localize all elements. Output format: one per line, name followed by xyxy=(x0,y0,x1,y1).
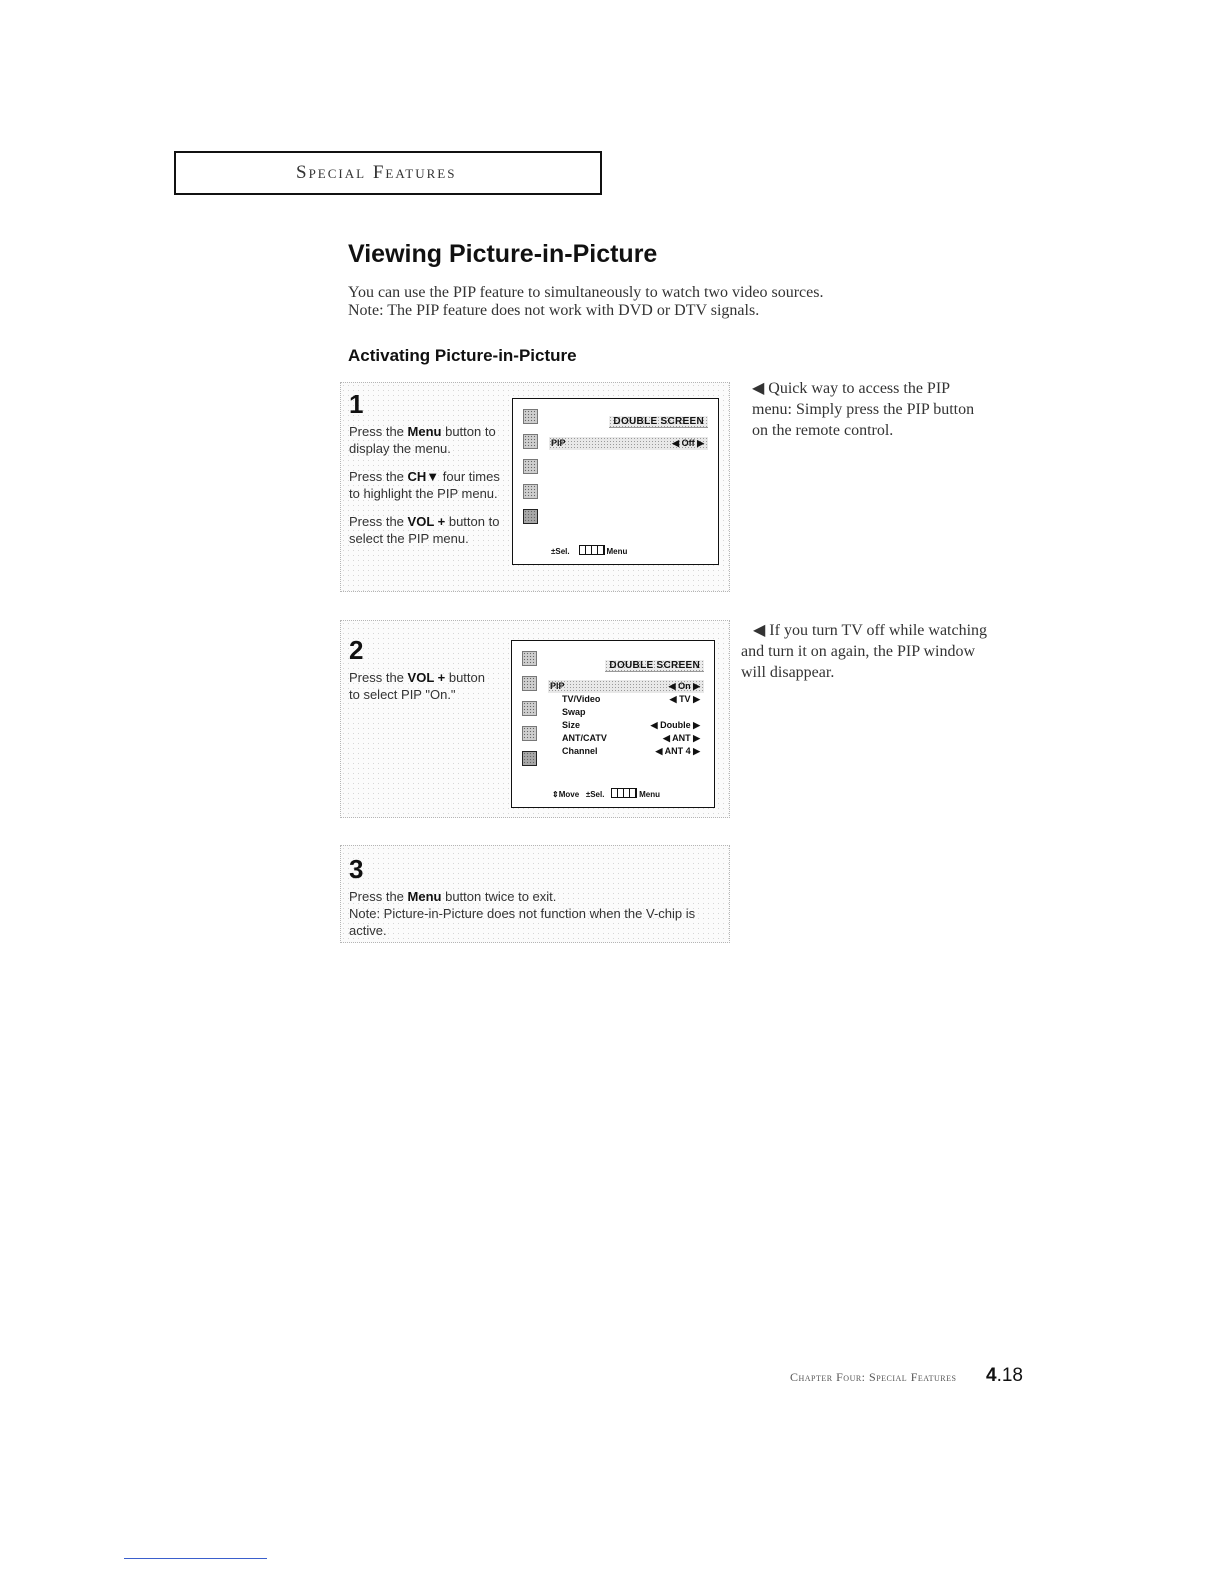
step-1-instruction-2: Press the CH▼ four times to highlight the PIP menu. xyxy=(349,469,500,501)
osd-row-value: ◀ TV ▶ xyxy=(669,694,700,704)
sound-icon xyxy=(522,676,537,691)
osd-row xyxy=(548,719,704,732)
step-2-note xyxy=(741,620,987,683)
osd-footer-move: ⇕Move xyxy=(552,790,580,799)
osd-row-label: Channel xyxy=(562,746,598,756)
sound-icon xyxy=(523,434,538,449)
osd-row-label: Swap xyxy=(562,707,586,717)
osd-row-label: TV/Video xyxy=(562,694,601,704)
intro-note: Note: The PIP feature does not work with DVD or DTV signals. xyxy=(348,302,760,319)
osd-row xyxy=(548,693,704,706)
sub-heading: Activating Picture-in-Picture xyxy=(348,346,577,365)
osd-menu-icons xyxy=(522,651,540,776)
page-number: 4.18 xyxy=(986,1365,1023,1386)
footnote-rule xyxy=(124,1558,267,1559)
intro-text xyxy=(348,284,968,320)
osd-footer-menu: Menu xyxy=(639,790,661,799)
step-2-text xyxy=(349,669,485,703)
osd-menu-icons xyxy=(523,409,541,534)
section-header xyxy=(174,151,602,195)
step-1-number: 1 xyxy=(349,389,364,419)
osd-title: DOUBLE SCREEN xyxy=(609,416,708,428)
step-2-panel xyxy=(340,620,730,818)
picture-icon xyxy=(522,651,537,666)
note-line: on the remote control. xyxy=(752,422,894,439)
note-line: ◀ If you turn TV off while watching xyxy=(753,622,988,639)
intro-line: You can use the PIP feature to simultaneously to watch two video sources. xyxy=(348,284,824,301)
step-2-number: 2 xyxy=(349,635,364,665)
step-2-instruction-1: Press the VOL + button to select PIP "On." xyxy=(349,670,485,702)
pip-icon xyxy=(522,751,537,766)
page-title: Viewing Picture-in-Picture xyxy=(348,240,658,268)
step-3-number: 3 xyxy=(349,854,364,884)
osd-footer xyxy=(552,788,660,799)
osd-title: DOUBLE SCREEN xyxy=(605,660,704,672)
step-1-text xyxy=(349,423,500,547)
osd-row-label: PIP xyxy=(550,681,565,691)
channel-icon xyxy=(523,459,538,474)
step-3-note: Note: Picture-in-Picture does not function when the V-chip is active. xyxy=(349,906,696,938)
osd-footer-select: ±Sel. xyxy=(551,547,570,556)
menu-button-icon xyxy=(579,545,605,555)
setup-icon xyxy=(523,484,538,499)
step-2-osd-screen xyxy=(511,640,715,808)
osd-row xyxy=(548,745,704,758)
note-line: will disappear. xyxy=(741,664,835,681)
step-1-panel xyxy=(340,382,730,592)
footer-chapter: Chapter Four: Special Features xyxy=(790,1370,957,1384)
section-header-label: Special Features xyxy=(296,162,457,183)
step-1-instruction-1: Press the Menu button to display the menu. xyxy=(349,424,496,456)
step-3-instruction-1: Press the Menu button twice to exit. xyxy=(349,889,557,904)
step-1-instruction-3: Press the VOL + button to select the PIP menu. xyxy=(349,514,500,546)
osd-row-pip xyxy=(549,437,708,450)
osd-row-value: ◀ On ▶ xyxy=(668,681,700,691)
osd-row-label: PIP xyxy=(551,438,566,448)
osd-row-label: Size xyxy=(562,720,581,730)
step-1-note xyxy=(752,378,974,441)
step-3-text xyxy=(349,888,695,939)
osd-row-label: ANT/CATV xyxy=(562,733,607,743)
osd-row xyxy=(548,680,704,693)
channel-icon xyxy=(522,701,537,716)
osd-row-value: ◀ ANT 4 ▶ xyxy=(655,746,700,756)
osd-row xyxy=(548,732,704,745)
osd-row-value: ◀ Off ▶ xyxy=(672,438,704,448)
osd-footer-select: ±Sel. xyxy=(585,790,605,799)
menu-button-icon xyxy=(611,788,637,798)
osd-row-value: ◀ ANT ▶ xyxy=(662,733,700,743)
note-line: ◀ Quick way to access the PIP xyxy=(752,380,951,397)
osd-footer xyxy=(551,545,627,556)
note-line: menu: Simply press the PIP button xyxy=(752,401,975,418)
osd-footer-menu: Menu xyxy=(606,547,628,556)
note-line: and turn it on again, the PIP window xyxy=(741,643,976,660)
step-3-panel xyxy=(340,845,730,943)
step-1-osd-screen xyxy=(512,398,719,565)
picture-icon xyxy=(523,409,538,424)
osd-row-value: ◀ Double ▶ xyxy=(650,720,700,730)
osd-row xyxy=(548,706,704,719)
pip-icon xyxy=(523,509,538,524)
setup-icon xyxy=(522,726,537,741)
